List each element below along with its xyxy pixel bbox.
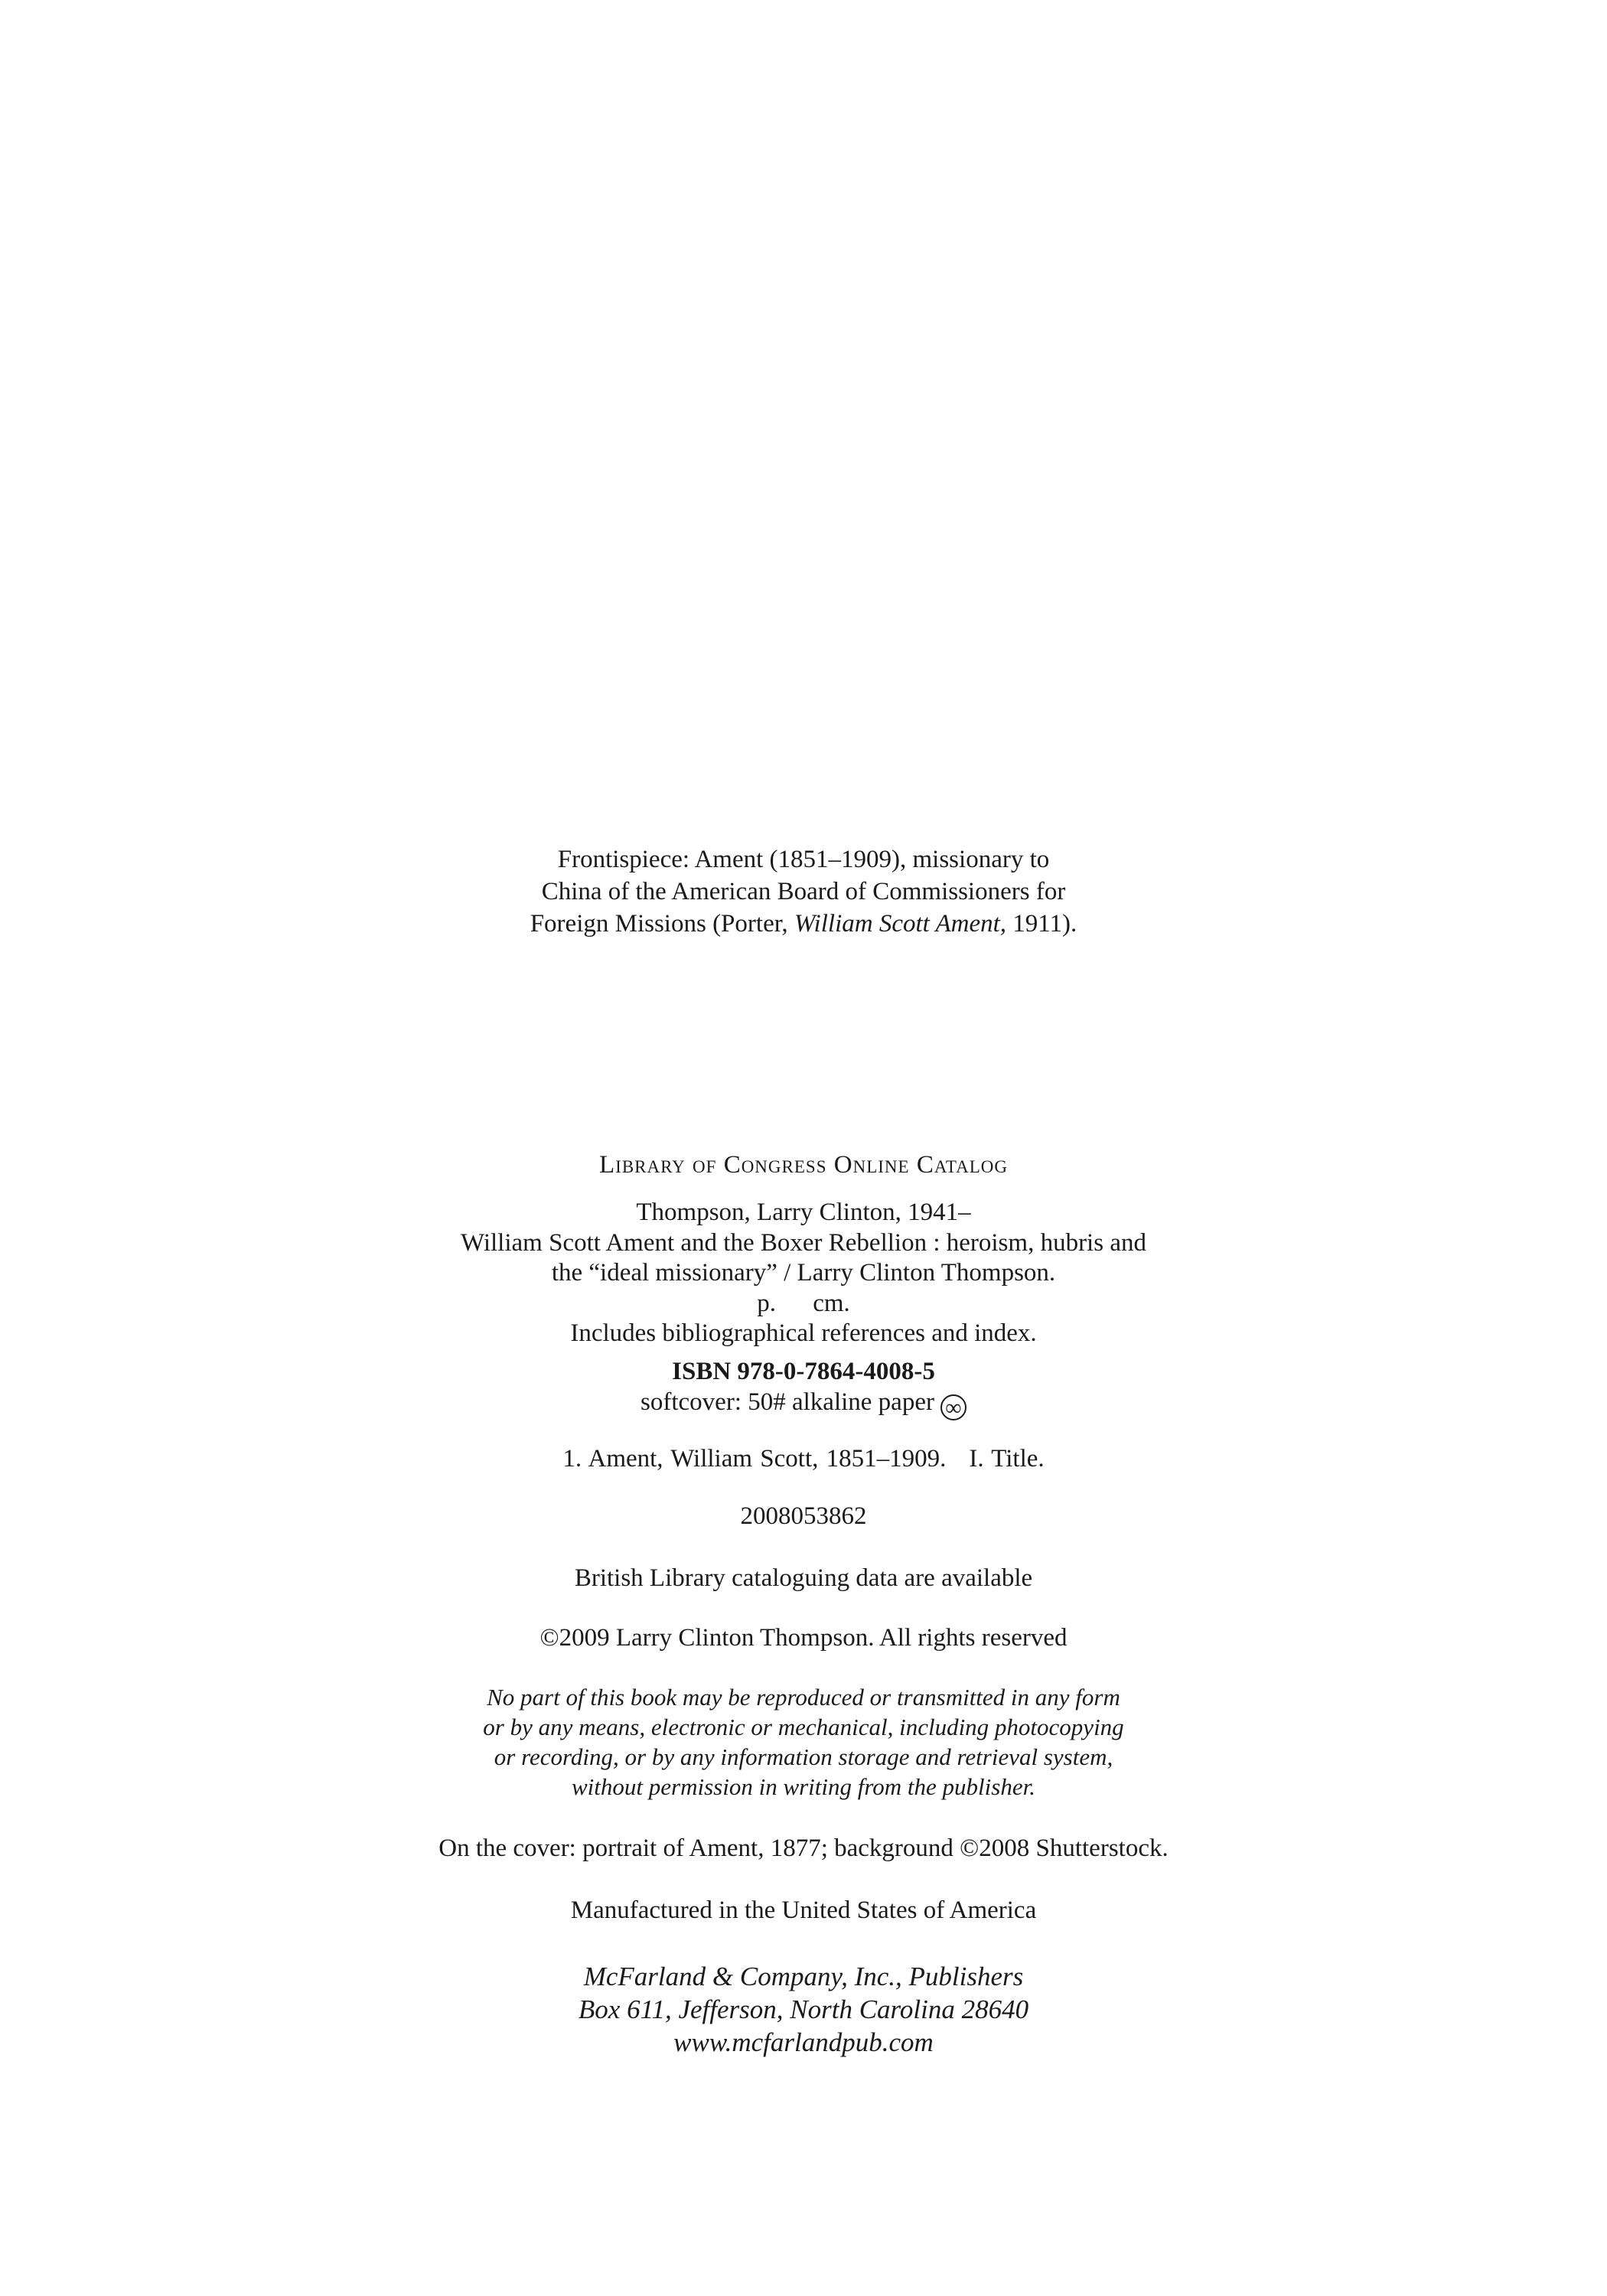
- legal-notice-line-2: or by any means, electronic or mechanical, including photocopying: [483, 1714, 1124, 1740]
- cover-credit: On the cover: portrait of Ament, 1877; background ©2008 Shutterstock.: [438, 1835, 1169, 1862]
- british-library-note: British Library cataloguing data are available: [574, 1564, 1033, 1592]
- binding-info: [0, 1387, 1607, 1420]
- legal-notice-line-1: No part of this book may be reproduced or transmitted in any form: [487, 1684, 1120, 1711]
- binding-text: softcover: 50# alkaline paper: [641, 1388, 934, 1416]
- publisher-imprint: [0, 1960, 1607, 2059]
- manufactured-note: Manufactured in the United States of America: [570, 1896, 1037, 1924]
- legal-notice-line-3: or recording, or by any information storage and retrieval system,: [494, 1743, 1113, 1770]
- frontispiece-source-title: William Scott Ament,: [794, 910, 1007, 938]
- frontispiece-caption: [0, 843, 1607, 940]
- isbn: ISBN 978-0-7864-4008-5: [672, 1358, 935, 1385]
- copyright-notice: ©2009 Larry Clinton Thompson. All rights reserved: [539, 1624, 1068, 1652]
- subject-headings: [0, 1443, 1607, 1474]
- cip-title-line-2: the “ideal missionary” / Larry Clinton Thompson.: [551, 1259, 1056, 1287]
- publisher-address: Box 611, Jefferson, North Carolina 28640: [578, 1994, 1029, 2024]
- publisher-name: McFarland & Company, Inc., Publishers: [583, 1962, 1024, 1991]
- legal-notice: [0, 1682, 1607, 1802]
- acid-free-paper-icon: ∞: [940, 1394, 966, 1420]
- frontispiece-line-1: Frontispiece: Ament (1851–1909), missionary to: [557, 846, 1050, 873]
- frontispiece-line-3: [0, 908, 1607, 940]
- frontispiece-line-2: China of the American Board of Commissioners for: [541, 878, 1066, 905]
- catalog-heading: Library of Congress Online Catalog: [599, 1151, 1008, 1179]
- publisher-website: www.mcfarlandpub.com: [673, 2027, 934, 2057]
- cip-notes: Includes bibliographical references and index.: [570, 1319, 1037, 1347]
- cip-physical-description: p. cm.: [757, 1289, 850, 1317]
- cip-title-line-1: William Scott Ament and the Boxer Rebellion : heroism, hubris and: [461, 1228, 1146, 1257]
- subject-heading-1: 1. Ament, William Scott, 1851–1909.: [562, 1445, 947, 1473]
- frontispiece-line-3-prefix: Foreign Missions (Porter,: [530, 910, 794, 938]
- legal-notice-line-4: without permission in writing from the publisher.: [572, 1773, 1035, 1800]
- cip-record: [0, 1198, 1607, 1349]
- cip-author: Thompson, Larry Clinton, 1941–: [636, 1199, 971, 1226]
- frontispiece-line-3-suffix: 1911).: [1006, 910, 1077, 938]
- subject-heading-2: I. Title.: [969, 1445, 1045, 1473]
- lccn: 2008053862: [740, 1502, 867, 1530]
